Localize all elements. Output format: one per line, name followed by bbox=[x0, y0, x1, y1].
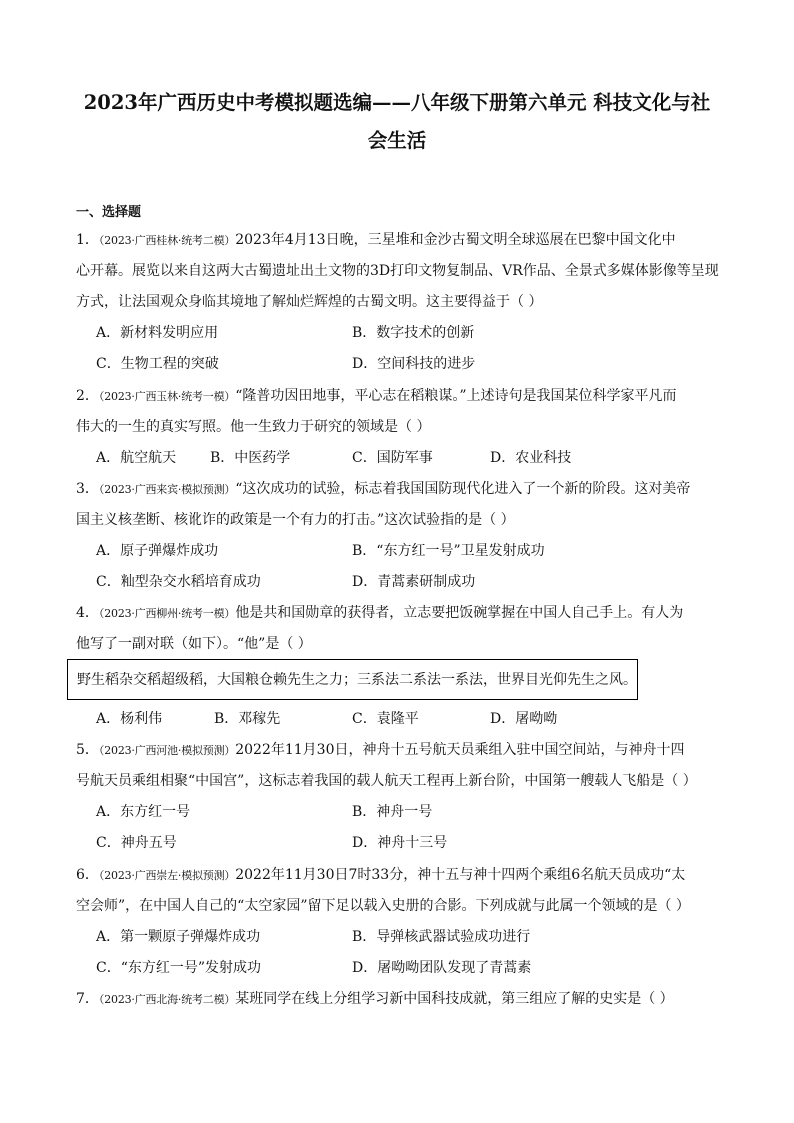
question-text: “隆普功因田地事，平心志在稻粮谋。”上述诗句是我国某位科学家平凡而 bbox=[235, 388, 677, 404]
question-5-option-b: B．神舟一号 bbox=[352, 804, 433, 820]
question-3-option-d: D．青蒿素研制成功 bbox=[352, 574, 476, 590]
question-3-line-1 bbox=[76, 480, 722, 499]
question-source: （2023·广西崇左·模拟预测） bbox=[98, 869, 236, 882]
title-line-1: 2023年广西历史中考模拟题选编——八年级下册第六单元 科技文化与社 bbox=[83, 91, 711, 114]
question-source: （2023·广西桂林·统考二模） bbox=[98, 234, 236, 247]
question-text: 某班同学在线上分组学习新中国科技成就，第三组应了解的史实是（ ） bbox=[235, 991, 674, 1007]
question-7-line-1 bbox=[76, 990, 722, 1009]
title-line-2: 会生活 bbox=[367, 129, 427, 152]
question-text: 2022年11月30日，神舟十五号航天员乘组入驻中国空间站，与神舟十四 bbox=[235, 742, 685, 758]
question-6-option-a: A．第一颗原子弹爆炸成功 bbox=[96, 929, 261, 945]
document-title bbox=[80, 84, 714, 160]
question-5-option-d: D．神舟十三号 bbox=[352, 835, 448, 851]
question-5-option-c: C．神舟五号 bbox=[96, 835, 177, 851]
question-2-option-d: D．农业科技 bbox=[490, 450, 572, 466]
couplet-text: 野生稻杂交稻超级稻，大国粮仓赖先生之力；三系法二系法一系法，世界目光仰先生之风。 bbox=[77, 672, 637, 688]
question-number: 5． bbox=[76, 742, 99, 758]
question-text: 2023年4月13日晚，三星堆和金沙古蜀文明全球巡展在巴黎中国文化中 bbox=[235, 232, 676, 248]
question-3-option-b: B．“东方红一号”卫星发射成功 bbox=[352, 543, 545, 559]
question-1-option-d: D．空间科技的进步 bbox=[352, 356, 476, 372]
question-source: （2023·广西玉林·统考一模） bbox=[98, 390, 236, 403]
question-2-option-c: C．国防军事 bbox=[352, 450, 433, 466]
question-2-line-1 bbox=[76, 387, 722, 406]
question-4-option-c: C．袁隆平 bbox=[352, 711, 419, 727]
question-4-option-a: A．杨利伟 bbox=[96, 711, 163, 727]
question-2-option-a: A．航空航天 bbox=[96, 450, 177, 466]
question-text: 2022年11月30日7时33分，神十五与神十四两个乘组6名航天员成功“太 bbox=[235, 867, 686, 883]
question-3-option-c: C．籼型杂交水稻培育成功 bbox=[96, 574, 261, 590]
question-5-line-1 bbox=[76, 741, 722, 760]
question-1-line-3: 方式，让法国观众身临其境地了解灿烂辉煌的古蜀文明。这主要得益于（ ） bbox=[76, 294, 543, 310]
question-4-line-2: 他写了一副对联（如下）。“他”是（ ） bbox=[76, 636, 312, 652]
question-4-option-d: D．屠呦呦 bbox=[490, 711, 558, 727]
question-6-line-2: 空会师”，在中国人自己的“太空家园”留下足以载入史册的合影。下列成就与此属一个领域的是（ ） bbox=[76, 898, 690, 914]
question-4-option-b: B．邓稼先 bbox=[214, 711, 281, 727]
question-3-line-2: 国主义核垄断、核讹诈的政策是一个有力的打击。”这次试验指的是（ ） bbox=[76, 512, 515, 528]
question-5-line-2: 号航天员乘组相聚“中国宫”，这标志着我国的载人航天工程再上新台阶，中国第一艘载人飞船是（ ） bbox=[76, 773, 697, 789]
question-6-option-b: B．导弹核武器试验成功进行 bbox=[352, 929, 531, 945]
question-number: 7． bbox=[76, 991, 99, 1007]
question-source: （2023·广西河池·模拟预测） bbox=[98, 744, 236, 757]
question-text: “这次成功的试验，标志着我国国防现代化进入了一个新的阶段。这对美帝 bbox=[235, 481, 691, 497]
question-1-option-c: C．生物工程的突破 bbox=[96, 356, 219, 372]
question-number: 4． bbox=[76, 605, 99, 621]
question-1-line-1 bbox=[76, 231, 722, 250]
question-source: （2023·广西柳州·统考一模） bbox=[98, 607, 236, 620]
question-source: （2023·广西北海·统考二模） bbox=[98, 993, 236, 1006]
couplet-box bbox=[67, 659, 638, 700]
question-1-option-a: A．新材料发明应用 bbox=[96, 325, 219, 341]
question-1-option-b: B．数字技术的创新 bbox=[352, 325, 475, 341]
question-6-option-d: D．屠呦呦团队发现了青蒿素 bbox=[352, 960, 532, 976]
question-5-option-a: A．东方红一号 bbox=[96, 804, 191, 820]
question-2-line-2: 伟大的一生的真实写照。他一生致力于研究的领域是（ ） bbox=[76, 419, 431, 435]
question-source: （2023·广西来宾·模拟预测） bbox=[98, 483, 236, 496]
question-text: 他是共和国勋章的获得者，立志要把饭碗掌握在中国人自己手上。有人为 bbox=[235, 605, 684, 621]
question-number: 2． bbox=[76, 388, 99, 404]
question-6-line-1 bbox=[76, 866, 722, 885]
question-number: 6． bbox=[76, 867, 99, 883]
question-4-line-1 bbox=[76, 604, 722, 623]
question-6-option-c: C．“东方红一号”发射成功 bbox=[96, 960, 262, 976]
question-number: 1． bbox=[76, 232, 99, 248]
question-3-option-a: A．原子弹爆炸成功 bbox=[96, 543, 219, 559]
question-2-option-b: B．中医药学 bbox=[210, 450, 291, 466]
section-heading: 一、选择题 bbox=[76, 205, 142, 220]
question-number: 3． bbox=[76, 481, 99, 497]
question-1-line-2: 心开幕。展览以来自这两大古蜀遗址出土文物的3D打印文物复制品、VR作品、全景式多媒体影像等呈现 bbox=[76, 263, 719, 279]
